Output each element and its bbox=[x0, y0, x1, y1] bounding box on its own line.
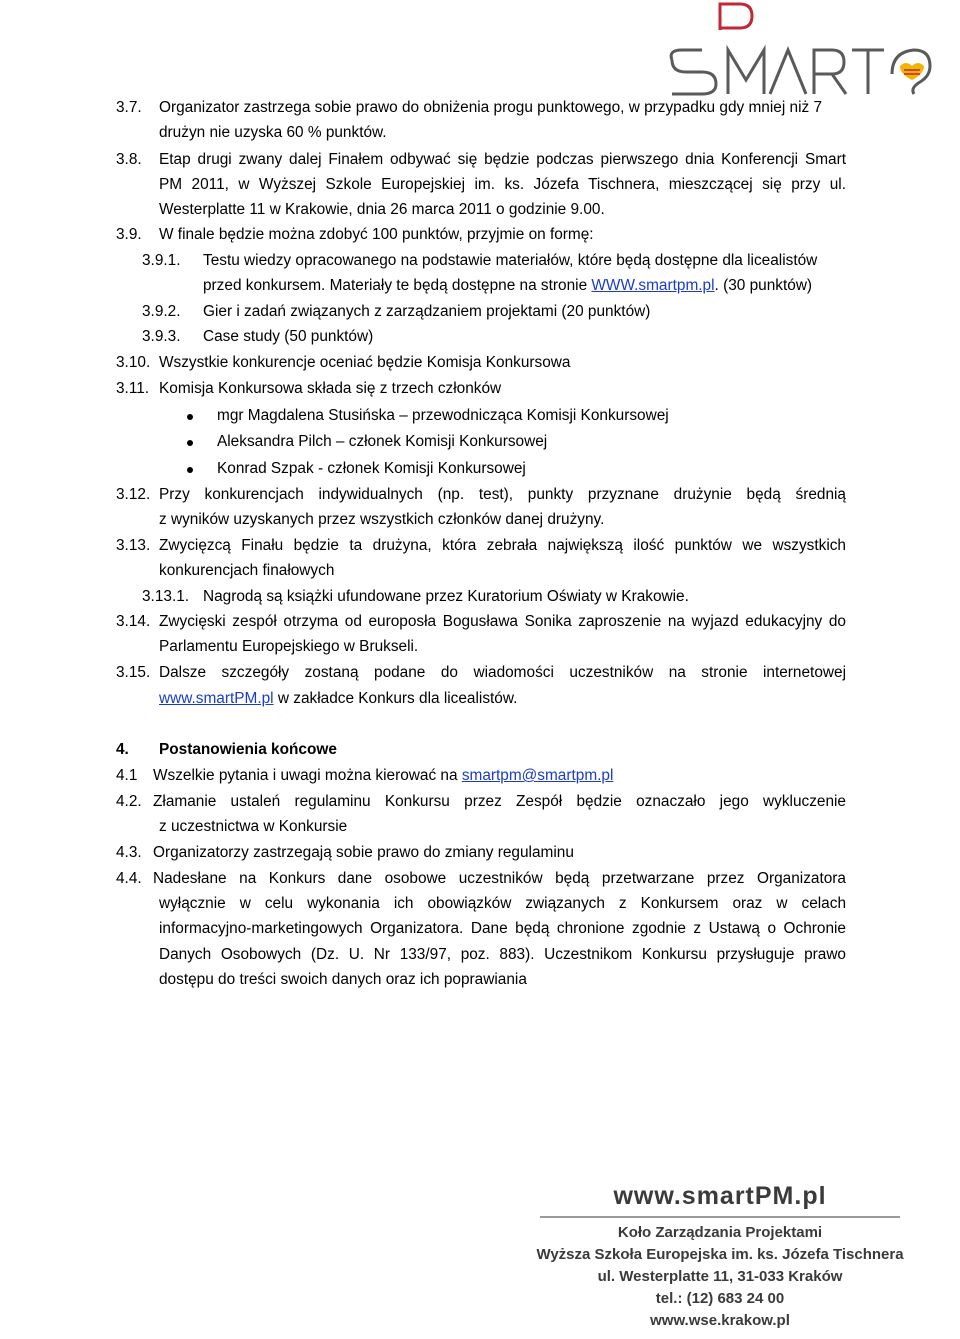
footer-site2: www.wse.krakow.pl bbox=[650, 1312, 790, 1329]
footer-phone: tel.: (12) 683 24 00 bbox=[655, 1290, 785, 1307]
bullet-icon bbox=[187, 414, 193, 420]
email-link[interactable]: smartpm@smartpm.pl bbox=[461, 767, 614, 784]
smart-pm-logo bbox=[664, 0, 944, 100]
footer-address: ul. Westerplatte 11, 31-033 Kraków bbox=[597, 1268, 843, 1285]
footer-org: Koło Zarządzania Projektami bbox=[617, 1224, 823, 1241]
smartpm-website-link[interactable]: www.smartPM.pl bbox=[159, 690, 274, 707]
smartpm-link[interactable]: WWW.smartpm.pl bbox=[591, 277, 715, 294]
footer-divider bbox=[540, 1216, 900, 1219]
footer-site: www.smartPM.pl bbox=[613, 1182, 827, 1210]
bullet-icon bbox=[187, 440, 193, 446]
bullet-icon bbox=[187, 467, 193, 473]
footer-school: Wyższa Szkoła Europejska im. ks. Józefa Tischnera bbox=[536, 1246, 904, 1263]
